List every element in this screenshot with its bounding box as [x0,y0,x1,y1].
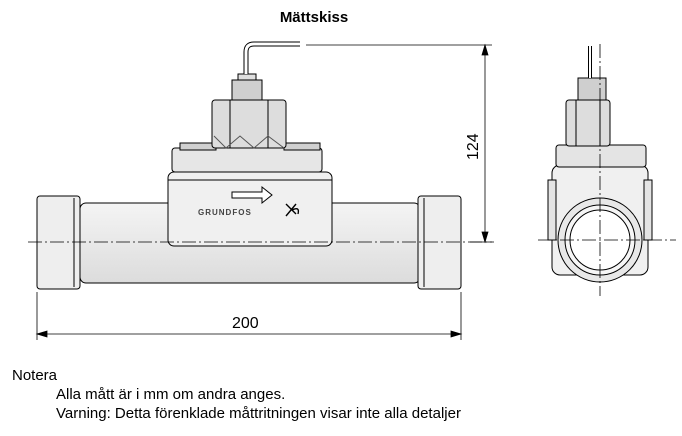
brand-logo: GRUNDFOS [198,208,252,217]
top-flange [172,148,322,172]
notes-list [12,385,461,423]
note-line: Alla mått är i mm om andra anges. [56,386,286,403]
height-dimension-label: 124 [465,133,482,160]
notes-section [12,366,461,423]
note-line: Varning: Detta förenklade måttritningen visar inte alla detaljer [56,405,461,422]
cable [246,44,300,74]
drawing-title: Mättskiss [279,9,349,26]
notes-heading: Notera [12,367,58,384]
cable-gland [232,80,262,100]
width-dimension-label: 200 [232,315,259,332]
front-view [37,44,461,289]
